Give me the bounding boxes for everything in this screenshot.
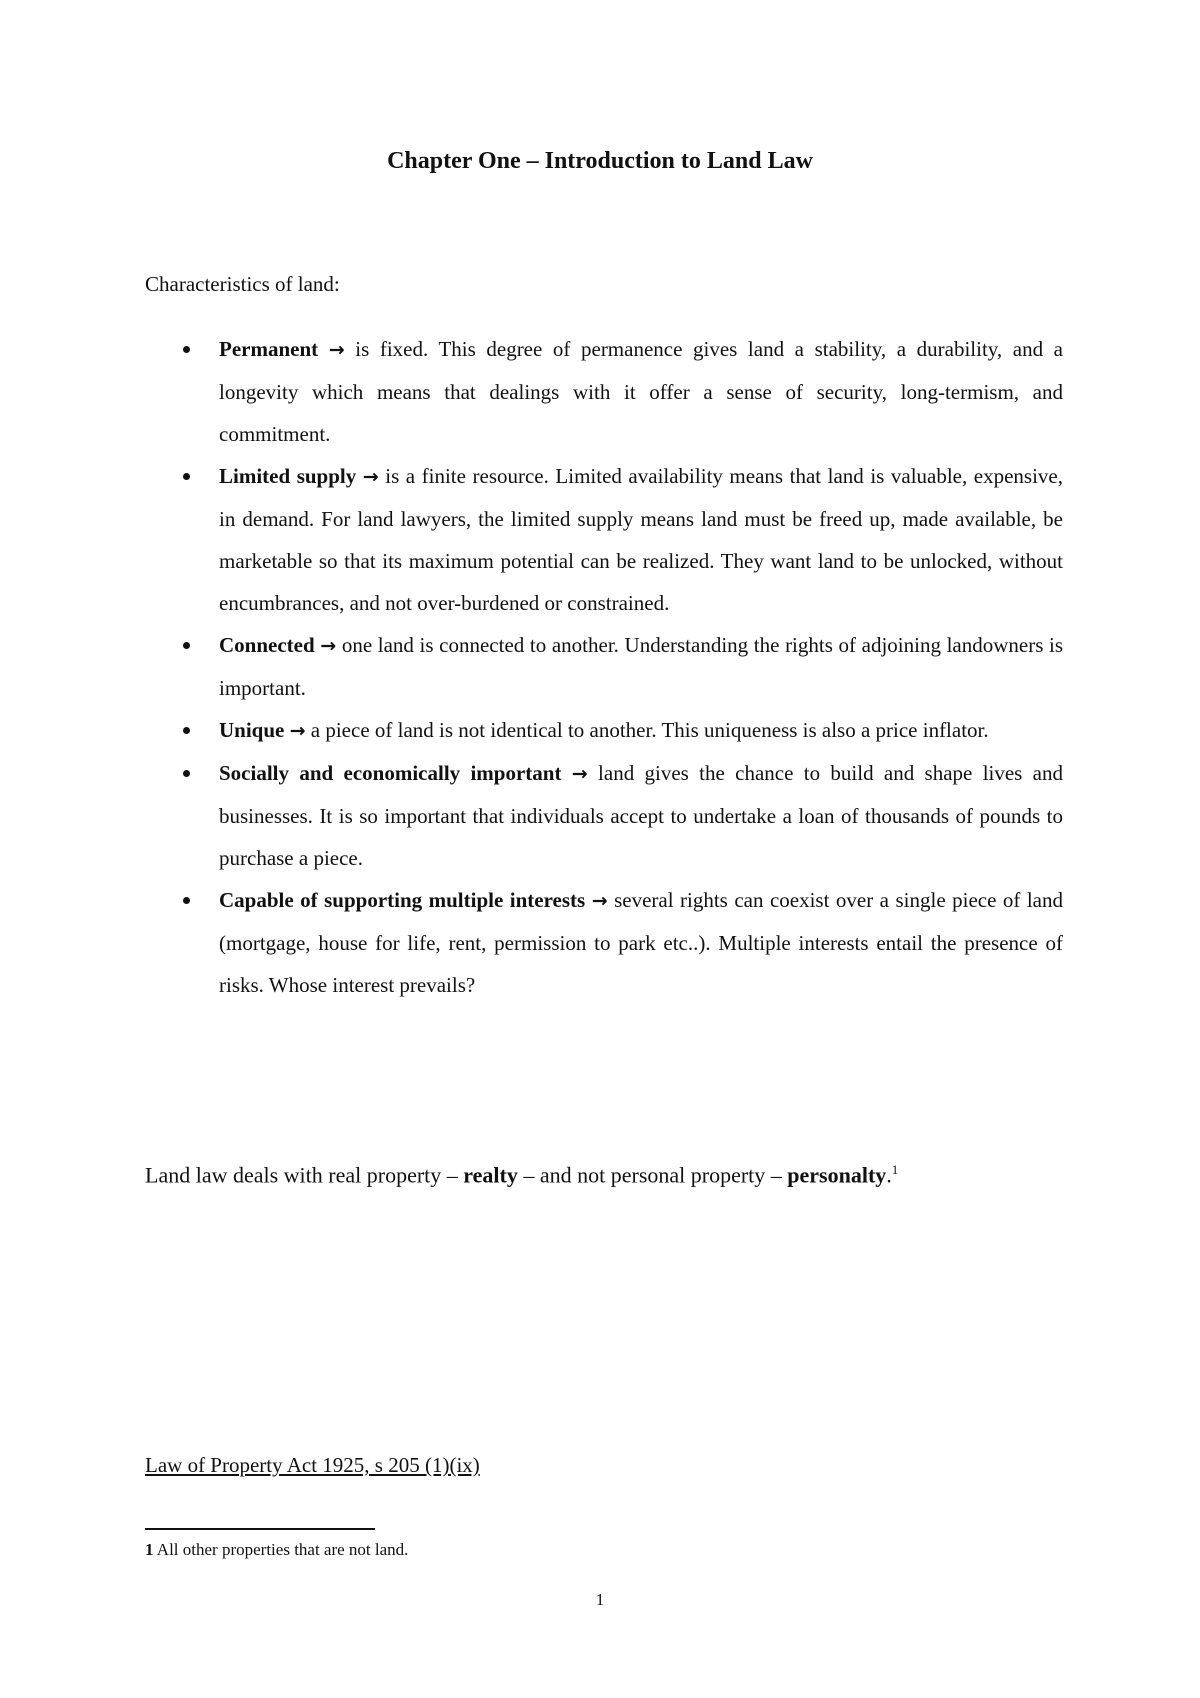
footnote [145, 1540, 408, 1560]
list-item [145, 624, 1063, 709]
list-item [145, 455, 1063, 624]
arrow-right-icon: → [320, 635, 337, 657]
footnote-divider [145, 1528, 375, 1530]
realty-text-2: – and not personal property – [517, 1162, 788, 1188]
list-item-text: one land is connected to another. Understanding the rights of adjoining landowners is important. [219, 633, 1064, 700]
list-item [145, 879, 1063, 1006]
list-item-term: Permanent [219, 337, 319, 361]
bullet-icon [183, 642, 190, 649]
list-item-term: Limited supply [219, 464, 357, 488]
statute-reference: Law of Property Act 1925, s 205 (1)(ix) [145, 1453, 480, 1477]
characteristics-list [145, 328, 1063, 1006]
bullet-icon [183, 346, 190, 353]
list-item-text: land gives the chance to build and shape lives and businesses. It is so important that individuals accept to undertake a loan of thousands of pounds to purchase a piece. [219, 761, 1063, 870]
list-item-term: Connected [219, 633, 315, 657]
list-item [145, 709, 1063, 752]
arrow-right-icon: → [362, 466, 379, 488]
list-item [145, 328, 1063, 455]
bullet-icon [183, 897, 190, 904]
list-item [145, 752, 1063, 879]
realty-text-3: . [886, 1162, 892, 1188]
bullet-icon [183, 770, 190, 777]
list-item-text: several rights can coexist over a single piece of land (mortgage, house for life, rent, permission to park etc..). Multiple interests entail the presence of risks. Whose interest prevails? [219, 888, 1064, 997]
realty-paragraph [145, 1162, 898, 1188]
realty-text-1: Land law deals with real property – [145, 1162, 464, 1188]
bullet-icon [183, 727, 190, 734]
arrow-right-icon: → [571, 763, 588, 785]
personalty-term: personalty [787, 1162, 887, 1188]
arrow-right-icon: → [328, 339, 345, 361]
footnote-text: All other properties that are not land. [153, 1540, 409, 1559]
chapter-title: Chapter One – Introduction to Land Law [387, 148, 813, 174]
list-item-term: Unique [219, 718, 285, 742]
arrow-right-icon: → [289, 720, 306, 742]
list-item-term: Socially and economically important [219, 761, 562, 785]
list-item-text: a piece of land is not identical to another. This uniqueness is also a price inflator. [305, 718, 989, 742]
bullet-icon [183, 473, 190, 480]
arrow-right-icon: → [591, 890, 608, 912]
page-number: 1 [595, 1590, 605, 1609]
list-item-text: is a finite resource. Limited availability means that land is valuable, expensive, in demand. For land lawyers, the limited supply means land must be freed up, made available, be marketable so that its maximum potential can be realized. They want land to be unlocked, without encumbrances, and not over-burdened or constrained. [219, 464, 1064, 615]
intro-text: Characteristics of land: [145, 272, 340, 296]
footnote-number: 1 [145, 1540, 154, 1559]
list-item-text: is fixed. This degree of permanence gives land a stability, a durability, and a longevity which means that dealings with it offer a sense of security, long-termism, and commitment. [219, 337, 1063, 446]
realty-term: realty [463, 1162, 518, 1188]
footnote-reference[interactable]: 1 [891, 1162, 899, 1177]
list-item-term: Capable of supporting multiple interests [219, 888, 586, 912]
